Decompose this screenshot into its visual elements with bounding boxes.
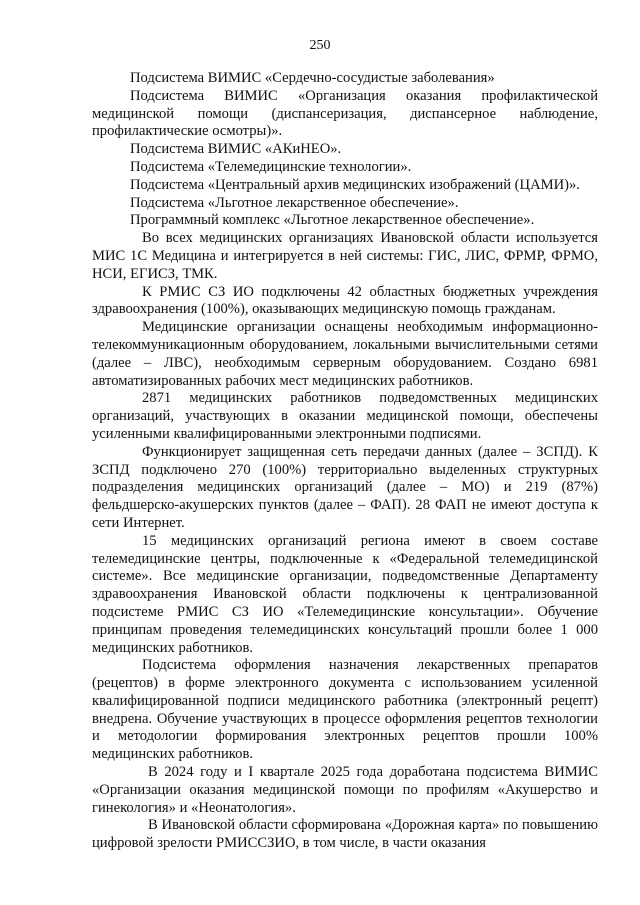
paragraph: Подсистема «Льготное лекарственное обеспечение». xyxy=(130,194,459,211)
paragraph: К РМИС СЗ ИО подключены 42 областных бюджетных учреждения здравоохранения (100%), оказывающих медицинскую помощь гражданам. xyxy=(92,283,598,318)
paragraph: Подсистема ВИМИС «Организация оказания профилактической медицинской помощи (диспансеризация, диспансерное наблюдение, профилактические осмотры)». xyxy=(92,87,598,140)
page-number: 250 xyxy=(309,38,331,53)
paragraph: Во всех медицинских организациях Ивановской области используется МИС 1С Медицина и интегрируется в ней системы: ГИС, ЛИС, ФРМР, ФРМО, НСИ, ЕГИСЗ, ТМК. xyxy=(92,230,598,282)
paragraph: Подсистема оформления назначения лекарственных препаратов (рецептов) в форме электронного документа с использованием усиленной квалифицированной подписи медицинского работника (электронный рецепт) внедрена. Обучение участвующих в процессе оформления рецептов технологии и методологии формирования электронных рецептов прошли 100% медицинских работников. xyxy=(92,657,598,763)
paragraph: 15 медицинских организаций региона имеют в своем составе телемедицинские центры, подключенные к «Федеральной телемедицинской системе». Все медицинские организации, подведомственные Департаменту здравоохранения Ивановской области подключены к централизованной подсистеме РМИС СЗ ИО «Телемедицинские консультации». Обучение принципам проведения телемедицинских консультаций прошли более 1 000 медицинских работников. xyxy=(92,532,598,656)
paragraph: Функционирует защищенная сеть передачи данных (далее – ЗСПД). К ЗСПД подключено 270 (100%) территориально выделенных структурных подразделения медицинских организаций (далее – МО) и 219 (87%) фельдшерско-акушерских пунктов (далее – ФАП). 28 ФАП не имеют доступа к сети Интернет. xyxy=(92,443,598,531)
paragraph: В Ивановской области сформирована «Дорожная карта» по повышению цифровой зрелости РМИССЗИО, в том числе, в части оказания xyxy=(92,817,598,852)
paragraph: В 2024 году и I квартале 2025 года доработана подсистема ВИМИС «Организации оказания медицинской помощи по профилям «Акушерство и гинекология» и «Неонатология». xyxy=(92,764,598,816)
paragraph: 2871 медицинских работников подведомственных медицинских организаций, участвующих в оказании медицинской помощи, обеспечены усиленными квалифицированными электронными подписями. xyxy=(92,390,598,442)
paragraph: Программный комплекс «Льготное лекарственное обеспечение». xyxy=(130,212,535,229)
paragraph: Подсистема ВИМИС «Сердечно-сосудистые заболевания» xyxy=(130,70,495,86)
paragraph: Подсистема «Телемедицинские технологии». xyxy=(130,158,412,175)
paragraph: Подсистема ВИМИС «АКиНЕО». xyxy=(130,141,342,158)
paragraph: Подсистема «Центральный архив медицинских изображений (ЦАМИ)». xyxy=(130,176,580,193)
document-body xyxy=(92,70,598,853)
paragraph: Медицинские организации оснащены необходимым информационно-телекоммуникационным оборудованием, локальными вычислительными сетями (далее – ЛВС), необходимым серверным оборудованием. Создано 6981 автоматизированных рабочих мест медицинских работников. xyxy=(92,319,598,389)
